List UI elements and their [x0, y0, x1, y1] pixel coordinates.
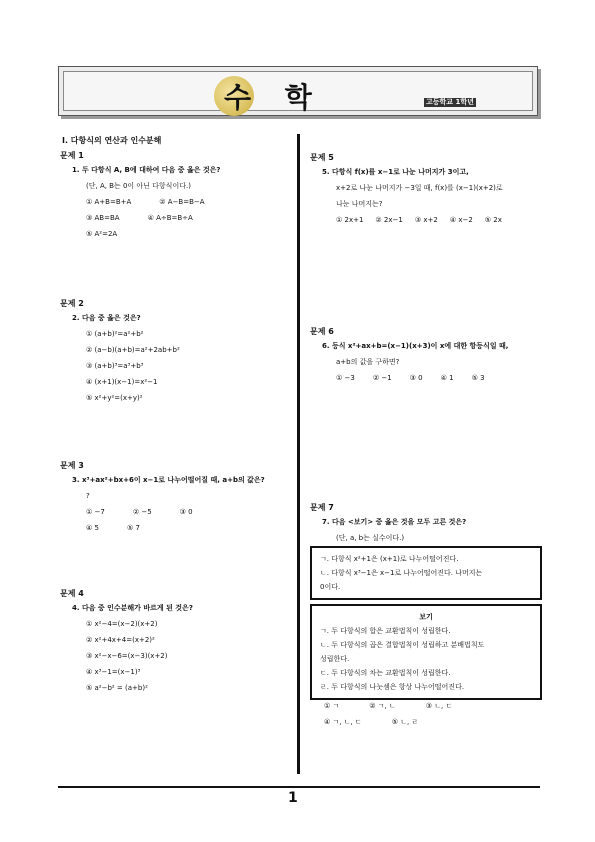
- question-6: [310, 326, 508, 386]
- question-5-subtext-1: x+2로 나눈 나머지가 −3일 때, f(x)를 (x−1)(x+2)로: [336, 184, 503, 192]
- example-box-title: 보기: [419, 613, 433, 621]
- section-title-block: [62, 133, 161, 149]
- example-line-5: ㄹ. 두 다항식의 나눗셈은 항상 나누어떨어진다.: [320, 683, 465, 691]
- question-7-subtext: (단, a, b는 실수이다.): [336, 534, 405, 542]
- choice-4[interactable]: ④ x³−1=(x−1)³: [86, 668, 141, 676]
- example-box: [310, 604, 542, 700]
- choice-1[interactable]: ① (a+b)²=a²+b²: [86, 330, 144, 338]
- choice-1[interactable]: ① 2x+1: [336, 216, 364, 224]
- question-7-choices-row1: [324, 698, 452, 714]
- question-5-text: 5. 다항식 f(x)를 x−1로 나눈 나머지가 3이고,: [322, 168, 469, 176]
- choice-5[interactable]: ⑤ 3: [471, 374, 485, 382]
- choice-4[interactable]: ④ A÷B=B÷A: [147, 214, 193, 222]
- grade-label: 고등학교 1학년: [426, 98, 474, 106]
- question-7-label: 문제 7: [310, 503, 334, 512]
- question-3-choices-row2: [60, 520, 265, 536]
- choice-3[interactable]: ③ x+2: [414, 216, 438, 224]
- question-4: [60, 588, 193, 696]
- question-5-choices: [310, 212, 503, 228]
- question-7-text: 7. 다음 <보기> 중 옳은 것을 모두 고른 것은?: [322, 518, 467, 526]
- choice-1[interactable]: ① −3: [336, 374, 355, 382]
- section-title: Ⅰ. 다항식의 연산과 인수분해: [62, 136, 162, 145]
- choice-3[interactable]: ③ 0: [409, 374, 423, 382]
- example-line-4: ㄷ. 두 다항식의 차는 교환법칙이 성립한다.: [320, 669, 451, 677]
- choice-4[interactable]: ④ 5: [86, 524, 99, 532]
- example-line-2: ㄴ. 두 다항식의 곱은 결합법칙이 성립하고 분배법칙도: [320, 641, 485, 649]
- choice-3[interactable]: ③ AB=BA: [86, 214, 120, 222]
- choice-3[interactable]: ③ x²−x−6=(x−3)(x+2): [86, 652, 168, 660]
- choice-1[interactable]: ① A+B=B+A: [86, 198, 132, 206]
- choice-4[interactable]: ④ ㄱ, ㄴ, ㄷ: [324, 718, 362, 726]
- choice-5[interactable]: ⑤ ㄴ, ㄹ: [391, 718, 419, 726]
- choice-5[interactable]: ⑤ a²−b² = (a+b)²: [86, 684, 148, 692]
- condition-line-1: ㄱ. 다항식 x²+1은 (x+1)로 나누어떨어진다.: [320, 555, 459, 563]
- condition-box: [310, 546, 542, 600]
- footer-rule: [58, 786, 540, 788]
- choice-4[interactable]: ④ (x+1)(x−1)=x²−1: [86, 378, 158, 386]
- question-6-choices: [310, 370, 508, 386]
- choice-1[interactable]: ① x²−4=(x−2)(x+2): [86, 620, 158, 628]
- example-line-3: 성립한다.: [320, 655, 350, 663]
- choice-2[interactable]: ② ㄱ, ㄴ: [369, 702, 396, 710]
- question-3-label: 문제 3: [60, 461, 84, 470]
- condition-line-3: 0이다.: [320, 583, 341, 591]
- question-2-label: 문제 2: [60, 299, 84, 308]
- question-1-text: 1. 두 다항식 A, B에 대하여 다음 중 옳은 것은?: [72, 166, 221, 174]
- question-1-subtext: (단, A, B는 0이 아닌 다항식이다.): [86, 182, 191, 190]
- choice-2[interactable]: ② (a−b)(a+b)=a²+2ab+b²: [86, 346, 180, 354]
- column-divider: [297, 134, 300, 774]
- question-4-label: 문제 4: [60, 589, 84, 598]
- question-3: [60, 460, 265, 536]
- question-3-text: 3. x³+ax²+bx+6이 x−1로 나누어떨어질 때, a+b의 값은?: [72, 476, 265, 484]
- choice-3[interactable]: ③ (a+b)³=a³+b³: [86, 362, 144, 370]
- question-5-subtext-2: 나눈 나머지는?: [336, 200, 383, 208]
- question-6-label: 문제 6: [310, 327, 334, 336]
- choice-3[interactable]: ③ ㄴ, ㄷ: [425, 702, 453, 710]
- example-line-1: ㄱ. 두 다항식의 합은 교환법칙이 성립한다.: [320, 627, 451, 635]
- question-6-text: 6. 등식 x²+ax+b=(x−1)(x+3)이 x에 대한 항등식일 때,: [322, 342, 509, 350]
- choice-2[interactable]: ② −1: [372, 374, 392, 382]
- choice-5[interactable]: ⑤ 2x: [484, 216, 502, 224]
- question-5: [310, 152, 503, 228]
- question-5-label: 문제 5: [310, 153, 334, 162]
- question-1-label: 문제 1: [60, 151, 84, 160]
- page-number: 1: [288, 790, 298, 806]
- question-1-choices-row2: [60, 210, 221, 226]
- choice-1[interactable]: ① ㄱ: [324, 702, 340, 710]
- question-7-choices-row2: [324, 714, 452, 730]
- question-6-subtext: a+b의 값을 구하면?: [336, 358, 400, 366]
- choice-4[interactable]: ④ 1: [440, 374, 454, 382]
- page-title: 수 학: [224, 81, 324, 114]
- question-1-choices-row1: [60, 194, 221, 210]
- choice-5[interactable]: ⑤ 7: [126, 524, 140, 532]
- choice-2[interactable]: ② −5: [132, 508, 152, 516]
- choice-2[interactable]: ② A−B=B−A: [159, 198, 205, 206]
- question-2: [60, 298, 180, 406]
- question-1: [60, 150, 221, 242]
- question-3-choices-row1: [60, 504, 265, 520]
- question-3-subtext: ?: [86, 492, 90, 500]
- choice-2[interactable]: ② 2x−1: [375, 216, 403, 224]
- choice-4[interactable]: ④ x−2: [449, 216, 473, 224]
- choice-1[interactable]: ① −7: [86, 508, 105, 516]
- choice-3[interactable]: ③ 0: [179, 508, 193, 516]
- choice-5[interactable]: ⑤ A²=2A: [86, 230, 118, 238]
- condition-line-2: ㄴ. 다항식 x³−1은 x−1로 나누어떨어진다. 나머지는: [320, 569, 483, 577]
- question-4-text: 4. 다음 중 인수분해가 바르게 된 것은?: [72, 604, 193, 612]
- question-2-text: 2. 다음 중 옳은 것은?: [72, 314, 141, 322]
- question-7-choices: [324, 698, 452, 730]
- question-7: [310, 502, 466, 546]
- choice-2[interactable]: ② x²+4x+4=(x+2)²: [86, 636, 155, 644]
- choice-5[interactable]: ⑤ x²+y²=(x+y)²: [86, 394, 143, 402]
